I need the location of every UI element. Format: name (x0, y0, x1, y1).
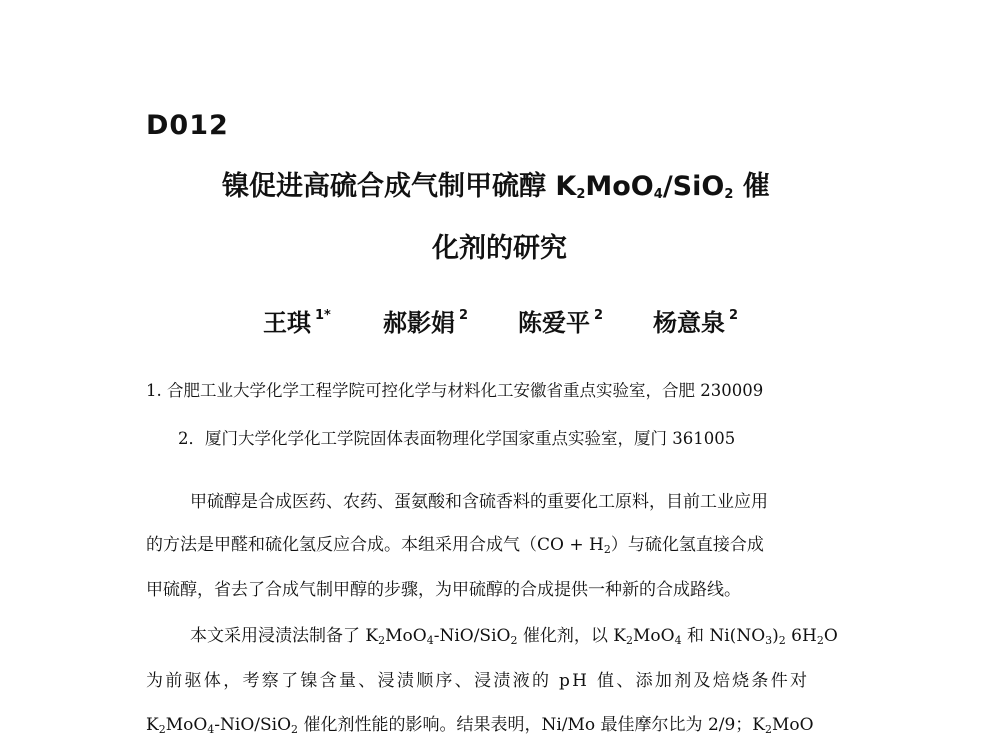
body-paragraph-line: 的方法是甲醛和硫化氢反应合成。本组采用合成气$(CO + H_2)$与硫化氢直接合成 (146, 535, 764, 556)
body-paragraph-line: 为前驱体，考察了镍含量、浸渍顺序、浸渍液的 pH 值、添加剂及焙烧条件对 (146, 671, 810, 691)
affiliation: 2．厦门大学化学化工学院固体表面物理化学国家重点实验室，厦门 361005 (178, 429, 736, 448)
body-paragraph-line: 甲硫醇是合成医药、农药、蛋氨酸和含硫香料的重要化工原料，目前工业应用 (190, 492, 768, 512)
body-paragraph-line: $K_2MoO_4-NiO/SiO_2$ 催化剂性能的影响。结果表明，Ni/Mo 最佳摩尔比为 2/9；$K_2MoO$ (146, 715, 814, 736)
title-tail-text: 催 (742, 171, 770, 202)
author: 杨意泉 $^2$ (653, 308, 739, 337)
author-mark: 2 (594, 308, 604, 323)
body-paragraph-line: 本文采用浸渍法制备了 $K_2MoO_4-NiO/SiO_2$ 催化剂，以 $K_2MoO_4$ 和 $Ni(NO_3)_2$ $6H_2O$ (190, 626, 838, 647)
author: 陈爱平 $^2$ (518, 308, 604, 337)
title-formula: $K_2MoO_4/SiO_2$ (555, 171, 734, 202)
title-main-text: 镍促进高硫合成气制甲硫醇 (222, 171, 546, 202)
author: 王琪 $^{1*}$ (263, 308, 331, 337)
paper-title-line-2: 化剂的研究 (432, 233, 567, 264)
author: 郝影娟 $^2$ (383, 308, 469, 337)
author-mark: 2 (459, 308, 469, 323)
affiliation: 1. 合肥工业大学化学工程学院可控化学与材料化工安徽省重点实验室，合肥 230009 (146, 381, 764, 400)
body-paragraph-line: 甲硫醇，省去了合成气制甲醇的步骤，为甲硫醇的合成提供一种新的合成路线。 (146, 580, 741, 600)
paper-title-line-1 (222, 164, 770, 203)
author-mark: 1* (315, 308, 331, 323)
paper-code: D012 (146, 110, 229, 141)
author-mark: 2 (729, 308, 739, 323)
